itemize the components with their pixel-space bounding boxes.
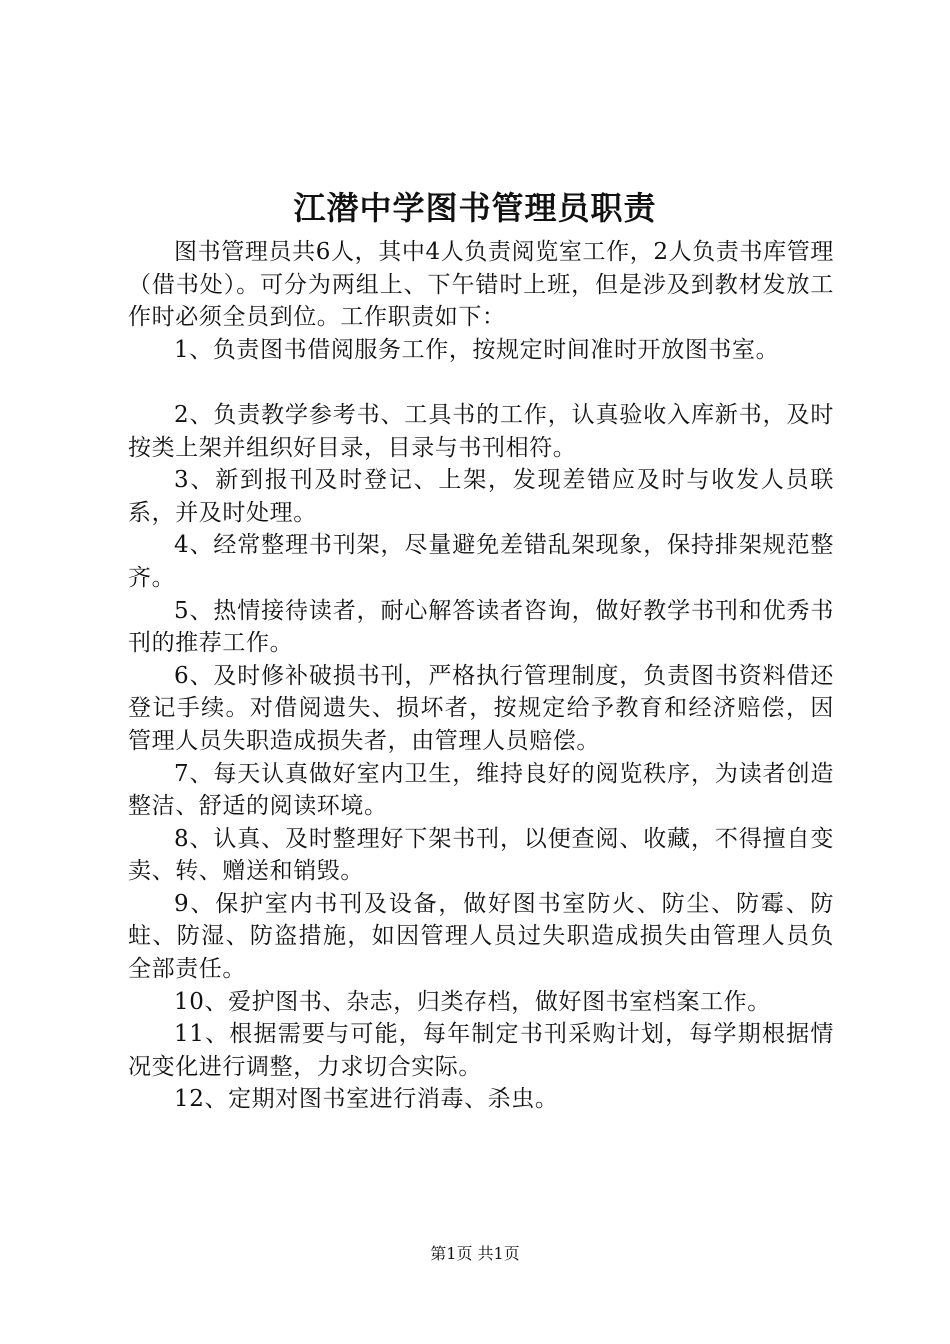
document-body	[128, 236, 834, 1116]
document-title: 江潜中学图书管理员职责	[293, 189, 657, 227]
duty-item-7: 7、每天认真做好室内卫生，维持良好的阅览秩序，为读者创造整洁、舒适的阅读环境。	[128, 760, 834, 820]
duty-item-3: 3、新到报刊及时登记、上架，发现差错应及时与收发人员联系，并及时处理。	[128, 467, 834, 526]
duty-item-2: 2、负责教学参考书、工具书的工作，认真验收入库新书，及时按类上架并组织好目录，目录与书刊相符。	[128, 401, 834, 461]
duty-item-6: 6、及时修补破损书刊，严格执行管理制度，负责图书资料借还登记手续。对借阅遗失、损坏者，按规定给予教育和经济赔偿，因管理人员失职造成损失者，由管理人员赔偿。	[128, 662, 834, 754]
duty-item-8: 8、认真、及时整理好下架书刊，以便查阅、收藏，不得擅自变卖、转、赠送和销毁。	[128, 825, 834, 885]
duty-item-12: 12、定期对图书室进行消毒、杀虫。	[174, 1086, 559, 1113]
page-footer: 第1页 共1页	[430, 1244, 520, 1263]
duty-item-11: 11、根据需要与可能，每年制定书刊采购计划，每学期根据情况变化进行调整，力求切合实际。	[128, 1021, 834, 1080]
duty-item-9: 9、保护室内书刊及设备，做好图书室防火、防尘、防霉、防蛀、防湿、防盗措施，如因管理人员过失职造成损失由管理人员负全部责任。	[128, 890, 834, 983]
duty-item-10: 10、爱护图书、杂志，归类存档，做好图书室档案工作。	[174, 988, 771, 1015]
duty-item-5: 5、热情接待读者，耐心解答读者咨询，做好教学书刊和优秀书刊的推荐工作。	[128, 597, 834, 657]
intro-paragraph: 图书管理员共6人，其中4人负责阅览室工作，2人负责书库管理（借书处）。可分为两组上、下午错时上班，但是涉及到教材发放工作时必须全员到位。工作职责如下：	[128, 239, 834, 331]
duty-item-4: 4、经常整理书刊架，尽量避免差错乱架现象，保持排架规范整齐。	[128, 532, 834, 591]
duty-item-1: 1、负责图书借阅服务工作，按规定时间准时开放图书室。	[174, 336, 780, 363]
